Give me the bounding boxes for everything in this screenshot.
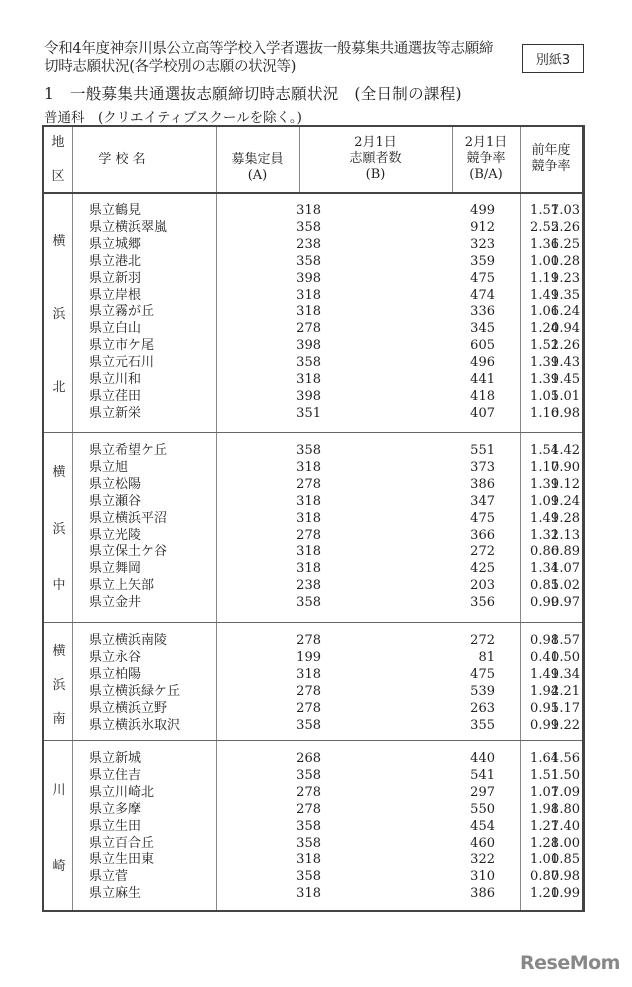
- school-name-cell: 県立荏田: [89, 388, 142, 404]
- applicants-cell: 355: [470, 717, 495, 733]
- school-name-cell: 県立松陽: [89, 476, 142, 492]
- capacity-cell: 278: [296, 633, 321, 648]
- ratio-cell: 1.21: [530, 886, 559, 902]
- ratio-cell: 1.51: [530, 767, 559, 783]
- table-row: [44, 801, 582, 818]
- ratio-cell: 1.06: [530, 304, 559, 320]
- table-row: [44, 649, 582, 666]
- table-row: [44, 700, 582, 717]
- school-name-cell: 県立鶴見: [89, 203, 142, 218]
- prev-ratio-cell: 1.43: [551, 355, 580, 371]
- applicants-cell: 425: [470, 561, 495, 577]
- school-name-cell: 県立菅: [89, 869, 129, 885]
- prev-ratio-cell: 0.89: [551, 544, 580, 560]
- header-region-bottom: 区: [51, 169, 65, 184]
- table-row: [44, 835, 582, 852]
- prev-ratio-cell: 0.90: [551, 459, 580, 475]
- capacity-cell: 351: [296, 405, 321, 421]
- capacity-cell: 199: [296, 649, 321, 665]
- capacity-cell: 358: [296, 219, 321, 235]
- header-applicants-line1: 2月1日: [354, 135, 397, 150]
- capacity-cell: 278: [296, 683, 321, 699]
- applicants-cell: 475: [470, 510, 495, 526]
- school-name-cell: 県立希望ケ丘: [89, 443, 168, 458]
- applicants-cell: 460: [470, 835, 495, 851]
- table-row: [44, 632, 582, 649]
- prev-ratio-cell: 1.42: [551, 443, 580, 458]
- header-divider: [44, 192, 582, 194]
- school-name-cell: 県立瀬谷: [89, 493, 142, 509]
- table-row: [44, 459, 582, 476]
- ratio-cell: 0.86: [530, 544, 559, 560]
- capacity-cell: 398: [296, 270, 321, 286]
- school-name-cell: 県立横浜平沼: [89, 510, 168, 526]
- capacity-cell: 318: [296, 544, 321, 560]
- table-row: [44, 750, 582, 767]
- prev-ratio-cell: 1.35: [551, 287, 580, 303]
- table-row: [44, 371, 582, 388]
- applicants-cell: 323: [470, 236, 495, 252]
- school-name-cell: 県立岸根: [89, 287, 142, 303]
- capacity-cell: 278: [296, 476, 321, 492]
- region-label-char: 浜: [52, 306, 66, 322]
- region-label-char: 川: [52, 783, 66, 799]
- applicants-cell: 347: [470, 493, 495, 509]
- prev-ratio-cell: 0.97: [551, 595, 580, 611]
- prev-ratio-cell: 1.40: [551, 818, 580, 834]
- header-capacity-line2: (A): [247, 168, 268, 183]
- capacity-cell: 278: [296, 784, 321, 800]
- school-name-cell: 県立新城: [89, 751, 142, 766]
- ratio-cell: 1.98: [530, 801, 559, 817]
- capacity-cell: 318: [296, 459, 321, 475]
- capacity-cell: 318: [296, 372, 321, 387]
- table-row: [44, 320, 582, 337]
- school-name-cell: 県立永谷: [89, 649, 142, 665]
- applicants-cell: 418: [470, 388, 495, 404]
- school-name-cell: 県立麻生: [89, 886, 142, 902]
- ratio-cell: 0.87: [530, 869, 559, 885]
- applicants-cell: 499: [470, 203, 495, 218]
- group-divider: [44, 740, 582, 741]
- table-row: [44, 303, 582, 320]
- ratio-cell: 0.98: [530, 633, 559, 648]
- ratio-cell: 1.27: [530, 818, 559, 834]
- school-name-cell: 県立保土ケ谷: [89, 544, 168, 560]
- ratio-cell: 0.95: [530, 700, 559, 716]
- capacity-cell: 278: [296, 700, 321, 716]
- header-prev-line1: 前年度: [531, 143, 571, 158]
- capacity-cell: 358: [296, 355, 321, 371]
- table-row: [44, 476, 582, 493]
- region-label-char: 中: [52, 577, 66, 593]
- applicants-cell: 356: [470, 595, 495, 611]
- ratio-cell: 1.39: [530, 372, 559, 387]
- applicants-cell: 272: [470, 633, 495, 648]
- prev-ratio-cell: 1.26: [551, 338, 580, 354]
- capacity-cell: 238: [296, 578, 321, 594]
- prev-ratio-cell: 1.03: [551, 203, 580, 218]
- prev-ratio-cell: 1.07: [551, 561, 580, 577]
- ratio-cell: 0.41: [530, 649, 559, 665]
- header-applicants: [299, 135, 452, 183]
- capacity-cell: 318: [296, 203, 321, 218]
- applicants-cell: 407: [470, 405, 495, 421]
- header-prev-ratio: [520, 143, 582, 175]
- school-name-cell: 県立上矢部: [89, 578, 155, 594]
- table-row: [44, 493, 582, 510]
- prev-ratio-cell: 1.45: [551, 372, 580, 387]
- capacity-cell: 278: [296, 527, 321, 543]
- school-name-cell: 県立城郷: [89, 236, 142, 252]
- prev-ratio-cell: 0.94: [551, 321, 580, 337]
- capacity-cell: 318: [296, 493, 321, 509]
- ratio-cell: 1.01: [530, 852, 559, 868]
- table-row: [44, 543, 582, 560]
- table-row: [44, 270, 582, 287]
- table-row: [44, 594, 582, 611]
- capacity-cell: 358: [296, 835, 321, 851]
- ratio-cell: 1.16: [530, 405, 559, 421]
- table-row: [44, 560, 582, 577]
- ratio-cell: 1.39: [530, 476, 559, 492]
- capacity-cell: 358: [296, 717, 321, 733]
- applicants-cell: 539: [470, 683, 495, 699]
- header-capacity: [216, 152, 299, 184]
- applicants-cell: 454: [470, 818, 495, 834]
- table-row: [44, 527, 582, 544]
- capacity-cell: 318: [296, 886, 321, 902]
- prev-ratio-cell: 1.24: [551, 493, 580, 509]
- school-name-cell: 県立旭: [89, 459, 129, 475]
- header-applicants-line3: (B): [365, 167, 386, 182]
- prev-ratio-cell: 0.85: [551, 852, 580, 868]
- capacity-cell: 398: [296, 388, 321, 404]
- applicants-cell: 550: [470, 801, 495, 817]
- table-row: [44, 868, 582, 885]
- table-row: [44, 388, 582, 405]
- header-ratio: [452, 135, 520, 183]
- capacity-cell: 358: [296, 767, 321, 783]
- applicants-cell: 912: [470, 219, 495, 235]
- applicants-cell: 366: [470, 527, 495, 543]
- prev-ratio-cell: 2.21: [551, 683, 580, 699]
- header-capacity-line1: 募集定員: [231, 152, 284, 167]
- table-row: [44, 851, 582, 868]
- school-name-cell: 県立横浜緑ケ丘: [89, 683, 181, 699]
- school-name-cell: 県立横浜氷取沢: [89, 717, 181, 733]
- applicants-cell: 496: [470, 355, 495, 371]
- school-name-cell: 県立横浜翠嵐: [89, 219, 168, 235]
- ratio-cell: 1.28: [530, 835, 559, 851]
- prev-ratio-cell: 1.56: [551, 751, 580, 766]
- title-line-2: 切時志願状況(各学校別の志願の状況等): [44, 59, 297, 75]
- applicants-cell: 322: [470, 852, 495, 868]
- school-name-cell: 県立柏陽: [89, 666, 142, 682]
- region-label-char: 横: [52, 643, 66, 659]
- prev-ratio-cell: 1.09: [551, 784, 580, 800]
- school-name-cell: 県立住吉: [89, 767, 142, 783]
- applicants-cell: 345: [470, 321, 495, 337]
- school-name-cell: 県立多摩: [89, 801, 142, 817]
- prev-ratio-cell: 1.25: [551, 236, 580, 252]
- capacity-cell: 318: [296, 304, 321, 320]
- region-label-char: 北: [52, 380, 66, 396]
- prev-ratio-cell: 1.28: [551, 510, 580, 526]
- region-label-char: 浜: [52, 677, 66, 693]
- region-label-char: 崎: [52, 859, 66, 875]
- ratio-cell: 1.05: [530, 388, 559, 404]
- region-label-char: 横: [52, 233, 66, 249]
- prev-ratio-cell: 1.23: [551, 270, 580, 286]
- school-name-cell: 県立横浜南陵: [89, 633, 168, 648]
- applicants-cell: 605: [470, 338, 495, 354]
- prev-ratio-cell: 2.26: [551, 219, 580, 235]
- applicants-cell: 297: [470, 784, 495, 800]
- table-row: [44, 287, 582, 304]
- capacity-cell: 318: [296, 666, 321, 682]
- prev-ratio-cell: 1.13: [551, 527, 580, 543]
- table-row: [44, 666, 582, 683]
- group-divider: [44, 432, 582, 433]
- school-name-cell: 県立新羽: [89, 270, 142, 286]
- table-row: [44, 442, 582, 459]
- applicants-cell: 475: [470, 270, 495, 286]
- applicants-cell: 336: [470, 304, 495, 320]
- ratio-cell: 1.32: [530, 527, 559, 543]
- ratio-cell: 1.64: [530, 751, 559, 766]
- ratio-cell: 1.57: [530, 203, 559, 218]
- capacity-cell: 238: [296, 236, 321, 252]
- applicants-cell: 475: [470, 666, 495, 682]
- capacity-cell: 358: [296, 253, 321, 269]
- ratio-cell: 1.39: [530, 355, 559, 371]
- school-name-cell: 県立市ケ尾: [89, 338, 155, 354]
- table-row: [44, 767, 582, 784]
- prev-ratio-cell: 1.12: [551, 476, 580, 492]
- school-name-cell: 県立生田東: [89, 852, 155, 868]
- ratio-cell: 2.55: [530, 219, 559, 235]
- ratio-cell: 1.94: [530, 683, 559, 699]
- prev-ratio-cell: 1.00: [551, 835, 580, 851]
- table-row: [44, 236, 582, 253]
- table-row: [44, 784, 582, 801]
- ratio-cell: 1.36: [530, 236, 559, 252]
- ratio-cell: 1.00: [530, 253, 559, 269]
- applicants-cell: 310: [470, 869, 495, 885]
- group-divider: [44, 622, 582, 623]
- header-region-top: 地: [51, 135, 65, 150]
- prev-ratio-cell: 0.99: [551, 886, 580, 902]
- table-row: [44, 354, 582, 371]
- applicants-cell: 441: [470, 372, 495, 387]
- capacity-cell: 358: [296, 443, 321, 458]
- capacity-cell: 318: [296, 852, 321, 868]
- prev-ratio-cell: 0.98: [551, 405, 580, 421]
- capacity-cell: 278: [296, 321, 321, 337]
- subsection-heading: 普通科 (クリエイティブスクールを除く。): [44, 110, 302, 126]
- capacity-cell: 318: [296, 510, 321, 526]
- applicants-cell: 263: [470, 700, 495, 716]
- table-row: [44, 405, 582, 422]
- school-name-cell: 県立白山: [89, 321, 142, 337]
- school-name-cell: 県立金井: [89, 595, 142, 611]
- region-label-char: 南: [52, 711, 66, 727]
- applications-table: [42, 125, 585, 912]
- header-applicants-line2: 志願者数: [349, 151, 402, 166]
- region-label-char: 浜: [52, 521, 66, 537]
- school-name-cell: 県立川和: [89, 372, 142, 387]
- capacity-cell: 358: [296, 595, 321, 611]
- table-row: [44, 202, 582, 219]
- ratio-cell: 1.09: [530, 493, 559, 509]
- header-ratio-line1: 2月1日: [464, 135, 508, 150]
- applicants-cell: 440: [470, 751, 495, 766]
- header-prev-line2: 競争率: [531, 159, 571, 174]
- ratio-cell: 1.07: [530, 784, 559, 800]
- prev-ratio-cell: 1.02: [551, 578, 580, 594]
- prev-ratio-cell: 1.57: [551, 633, 580, 648]
- table-row: [44, 885, 582, 902]
- resemom-logo: ReseMom: [520, 952, 620, 974]
- table-row: [44, 818, 582, 835]
- prev-ratio-cell: 1.17: [551, 700, 580, 716]
- applicants-cell: 272: [470, 544, 495, 560]
- prev-ratio-cell: 1.34: [551, 666, 580, 682]
- capacity-cell: 268: [296, 751, 321, 766]
- ratio-cell: 1.49: [530, 287, 559, 303]
- table-row: [44, 577, 582, 594]
- prev-ratio-cell: 1.80: [551, 801, 580, 817]
- prev-ratio-cell: 0.50: [551, 649, 580, 665]
- applicants-cell: 474: [470, 287, 495, 303]
- table-row: [44, 683, 582, 700]
- applicants-cell: 359: [470, 253, 495, 269]
- prev-ratio-cell: 1.01: [551, 388, 580, 404]
- ratio-cell: 1.24: [530, 321, 559, 337]
- capacity-cell: 358: [296, 869, 321, 885]
- document-title: [44, 40, 514, 76]
- school-name-cell: 県立光陵: [89, 527, 142, 543]
- prev-ratio-cell: 1.50: [551, 767, 580, 783]
- table-row: [44, 717, 582, 734]
- ratio-cell: 1.19: [530, 270, 559, 286]
- school-name-cell: 県立舞岡: [89, 561, 142, 577]
- prev-ratio-cell: 1.28: [551, 253, 580, 269]
- ratio-cell: 0.99: [530, 717, 559, 733]
- applicants-cell: 551: [470, 443, 495, 458]
- annex-label: 別紙3: [522, 44, 584, 73]
- school-name-cell: 県立元石川: [89, 355, 155, 371]
- table-row: [44, 337, 582, 354]
- capacity-cell: 398: [296, 338, 321, 354]
- school-name-cell: 県立横浜立野: [89, 700, 168, 716]
- school-name-cell: 県立百合丘: [89, 835, 155, 851]
- header-ratio-line2: 競争率: [466, 151, 506, 166]
- section-heading: 1 一般募集共通選抜志願締切時志願状況 (全日制の課程): [44, 85, 462, 103]
- capacity-cell: 278: [296, 801, 321, 817]
- table-row: [44, 219, 582, 236]
- applicants-cell: 203: [470, 578, 495, 594]
- title-line-1: 令和4年度神奈川県公立高等学校入学者選抜一般募集共通選抜等志願締: [44, 41, 494, 57]
- applicants-cell: 386: [470, 476, 495, 492]
- school-name-cell: 県立川崎北: [89, 784, 155, 800]
- school-name-cell: 県立霧が丘: [89, 304, 155, 320]
- header-ratio-line3: (B/A): [469, 167, 503, 182]
- capacity-cell: 318: [296, 561, 321, 577]
- table-row: [44, 253, 582, 270]
- capacity-cell: 318: [296, 287, 321, 303]
- ratio-cell: 1.52: [530, 338, 559, 354]
- prev-ratio-cell: 1.22: [551, 717, 580, 733]
- ratio-cell: 1.49: [530, 510, 559, 526]
- ratio-cell: 1.49: [530, 666, 559, 682]
- table-row: [44, 510, 582, 527]
- school-name-cell: 県立港北: [89, 253, 142, 269]
- prev-ratio-cell: 1.24: [551, 304, 580, 320]
- applicants-cell: 373: [470, 459, 495, 475]
- applicants-cell: 386: [470, 886, 495, 902]
- school-name-cell: 県立生田: [89, 818, 142, 834]
- ratio-cell: 1.34: [530, 561, 559, 577]
- ratio-cell: 1.17: [530, 459, 559, 475]
- ratio-cell: 1.54: [530, 443, 559, 458]
- school-name-cell: 県立新栄: [89, 405, 142, 421]
- ratio-cell: 0.99: [530, 595, 559, 611]
- prev-ratio-cell: 0.98: [551, 869, 580, 885]
- applicants-cell: 541: [470, 767, 495, 783]
- applicants-cell: 81: [478, 649, 495, 665]
- capacity-cell: 358: [296, 818, 321, 834]
- header-school-name: 学 校 名: [98, 152, 146, 167]
- region-label-char: 横: [52, 465, 66, 481]
- ratio-cell: 0.85: [530, 578, 559, 594]
